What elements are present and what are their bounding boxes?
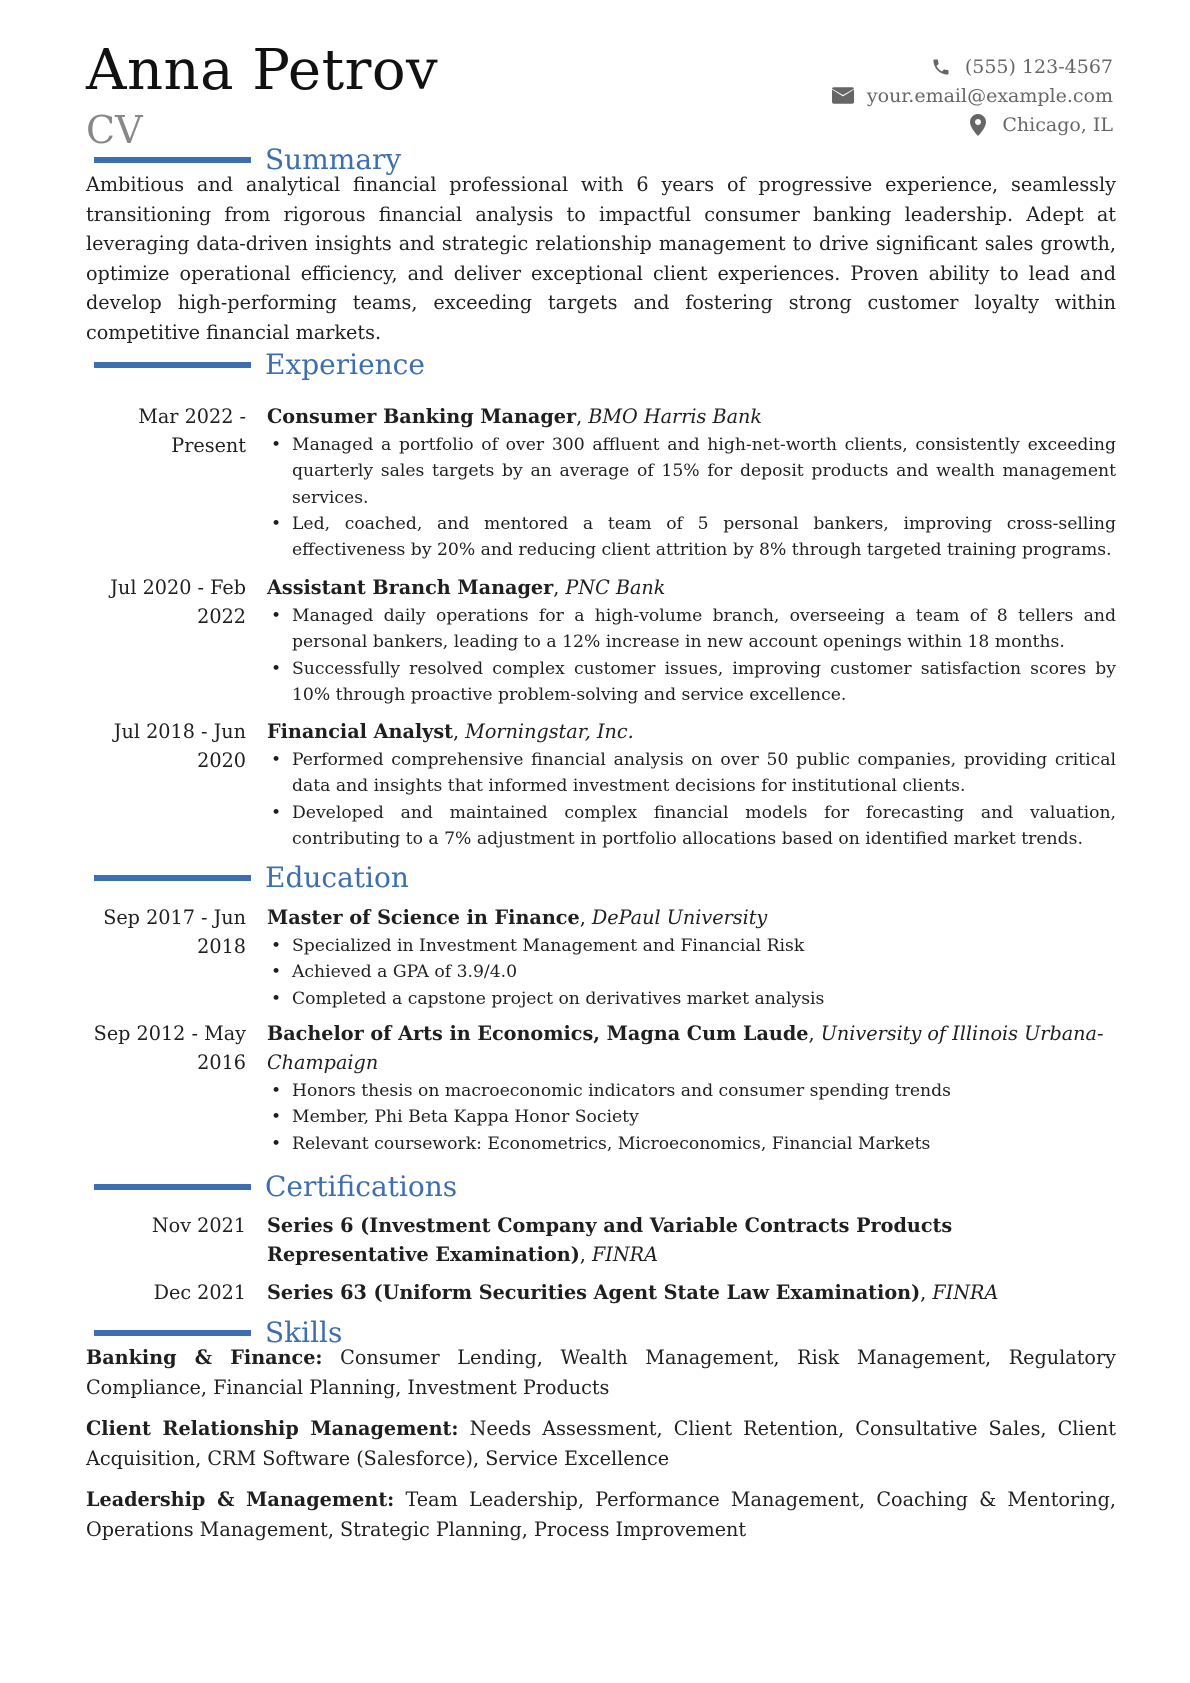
section-title: Skills (265, 1316, 343, 1349)
entry-heading: Bachelor of Arts in Economics, Magna Cum Laude, University of Illinois Urbana-Champaign (267, 1022, 1104, 1074)
list-item: • Specialized in Investment Management and Financial Risk (267, 933, 1116, 959)
email-address[interactable]: your.email@example.com (866, 84, 1113, 107)
contact-info (831, 52, 1113, 139)
list-item: • Managed daily operations for a high-volume branch, overseeing a team of 8 tellers and personal bankers, leading to a 12% increase in new account openings within 18 months. (267, 603, 1116, 656)
list-item: • Managed a portfolio of over 300 affluent and high-net-worth clients, consistently exceeding quarterly sales targets by an average of 15% for deposit products and wealth management services. (267, 432, 1116, 511)
entry-date (86, 1019, 246, 1077)
institution: DePaul University (591, 906, 768, 929)
section-title: Experience (265, 348, 425, 381)
entry-heading: Assistant Branch Manager, PNC Bank (267, 576, 666, 599)
skill-category: Client Relationship Management: (86, 1417, 459, 1440)
entry-content (267, 1019, 1116, 1157)
list-item: • Performed comprehensive financial analysis on over 50 public companies, providing critical data and insights that informed investment decisions for institutional clients. (267, 747, 1116, 800)
section-title: Summary (265, 143, 402, 176)
bullet-list (267, 933, 1116, 1012)
section-accent-bar (94, 1184, 251, 1190)
skill-items: Consumer Lending, Wealth Management, Risk Management, Regulatory Compliance, Financial Planning, Investment Products (86, 1346, 1116, 1399)
list-item: • Member, Phi Beta Kappa Honor Society (267, 1104, 1116, 1130)
skill-group (86, 1485, 1116, 1544)
section-title: Education (265, 861, 409, 894)
contact-phone (831, 52, 1113, 81)
employer: PNC Bank (565, 576, 666, 599)
entry-date (86, 573, 246, 631)
phone-icon (929, 56, 953, 78)
job-title: Consumer Banking Manager (267, 405, 577, 428)
section-accent-bar (94, 362, 251, 368)
issuer: FINRA (591, 1243, 658, 1266)
date-start: Jul 2018 - Jun (113, 720, 246, 743)
bullet-list (267, 432, 1116, 563)
entry-heading: Financial Analyst, Morningstar, Inc. (267, 720, 634, 743)
job-title: Financial Analyst (267, 720, 453, 743)
certification-title: Series 6 (Investment Company and Variable Contracts Products Representative Examination) (267, 1214, 953, 1266)
date-start: Jul 2020 - Feb (110, 576, 246, 599)
phone-number[interactable]: (555) 123-4567 (964, 55, 1113, 78)
list-item: • Honors thesis on macroeconomic indicators and consumer spending trends (267, 1078, 1116, 1104)
degree-title: Master of Science in Finance (267, 906, 580, 929)
date-start: Sep 2017 - Jun (103, 906, 246, 929)
entry-content (267, 1278, 1116, 1307)
date-end: 2022 (197, 605, 246, 628)
section-education-heading (94, 861, 409, 894)
employer: Morningstar, Inc. (465, 720, 634, 743)
section-accent-bar (94, 1330, 251, 1336)
date-start: Sep 2012 - May (93, 1022, 246, 1045)
date-end: 2018 (197, 935, 246, 958)
entry-content (267, 573, 1116, 708)
section-certifications-heading (94, 1170, 457, 1203)
entry-content (267, 903, 1116, 1012)
section-accent-bar (94, 875, 251, 881)
entry-heading: Master of Science in Finance, DePaul University (267, 906, 768, 929)
date-end: Present (171, 434, 246, 457)
section-accent-bar (94, 157, 251, 163)
entry-content (267, 402, 1116, 563)
entry-heading: Consumer Banking Manager, BMO Harris Bank (267, 405, 762, 428)
date-start: Mar 2022 - (138, 405, 246, 428)
summary-text: Ambitious and analytical financial professional with 6 years of progressive experience, seamlessly transitioning from rigorous financial analysis to impactful consumer banking leadership. Adept at leveraging data-driven insights and strategic relationship management to drive significant sales growth, optimize operational efficiency, and deliver exceptional client experiences. Proven ability to lead and develop high-performing teams, exceeding targets and fostering strong customer loyalty within competitive financial markets. (86, 173, 1116, 344)
map-marker-icon (966, 114, 990, 136)
entry-content (267, 717, 1116, 852)
list-item: • Achieved a GPA of 3.9/4.0 (267, 959, 1116, 985)
list-item: • Developed and maintained complex financial models for forecasting and valuation, contributing to a 7% adjustment in portfolio allocations based on identified market trends. (267, 800, 1116, 853)
institution: University of Illinois Urbana-Champaign (267, 1022, 1104, 1074)
entry-heading: Series 6 (Investment Company and Variable Contracts Products Representative Examination), FINRA (267, 1214, 953, 1266)
list-item: • Completed a capstone project on derivatives market analysis (267, 986, 1116, 1012)
skill-group (86, 1343, 1116, 1402)
skill-items: Needs Assessment, Client Retention, Consultative Sales, Client Acquisition, CRM Software (Salesforce), Service Excellence (86, 1417, 1116, 1470)
bullet-list (267, 1078, 1116, 1157)
document-subtitle: CV (86, 108, 143, 152)
section-experience-heading (94, 348, 425, 381)
skill-category: Banking & Finance: (86, 1346, 323, 1369)
date-end: 2020 (197, 749, 246, 772)
entry-heading: Series 63 (Uniform Securities Agent State Law Examination), FINRA (267, 1281, 999, 1304)
envelope-icon (831, 85, 855, 107)
date-end: 2016 (197, 1051, 246, 1074)
issuer: FINRA (932, 1281, 999, 1304)
contact-location (831, 110, 1113, 139)
entry-date (86, 402, 246, 460)
certification-title: Series 63 (Uniform Securities Agent State Law Examination) (267, 1281, 921, 1304)
skill-category: Leadership & Management: (86, 1488, 395, 1511)
list-item: • Successfully resolved complex customer issues, improving customer satisfaction scores by 10% through proactive problem-solving and service excellence. (267, 656, 1116, 709)
list-item: • Relevant coursework: Econometrics, Microeconomics, Financial Markets (267, 1131, 1116, 1157)
employer: BMO Harris Bank (588, 405, 762, 428)
skill-items: Team Leadership, Performance Management, Coaching & Mentoring, Operations Management, Strategic Planning, Process Improvement (86, 1488, 1117, 1541)
location: Chicago, IL (1002, 113, 1113, 136)
entry-date: Dec 2021 (153, 1281, 246, 1304)
list-item: • Led, coached, and mentored a team of 5 personal bankers, improving cross-selling effectiveness by 20% and reducing client attrition by 8% through targeted training programs. (267, 511, 1116, 564)
bullet-list (267, 747, 1116, 852)
entry-content (267, 1211, 1116, 1269)
degree-title: Bachelor of Arts in Economics, Magna Cum Laude (267, 1022, 809, 1045)
section-title: Certifications (265, 1170, 458, 1203)
entry-date (86, 903, 246, 961)
entry-date (86, 717, 246, 775)
contact-email (831, 81, 1113, 110)
job-title: Assistant Branch Manager (267, 576, 554, 599)
candidate-name: Anna Petrov (86, 38, 439, 103)
skill-group (86, 1414, 1116, 1473)
bullet-list (267, 603, 1116, 708)
entry-date: Nov 2021 (151, 1214, 246, 1237)
